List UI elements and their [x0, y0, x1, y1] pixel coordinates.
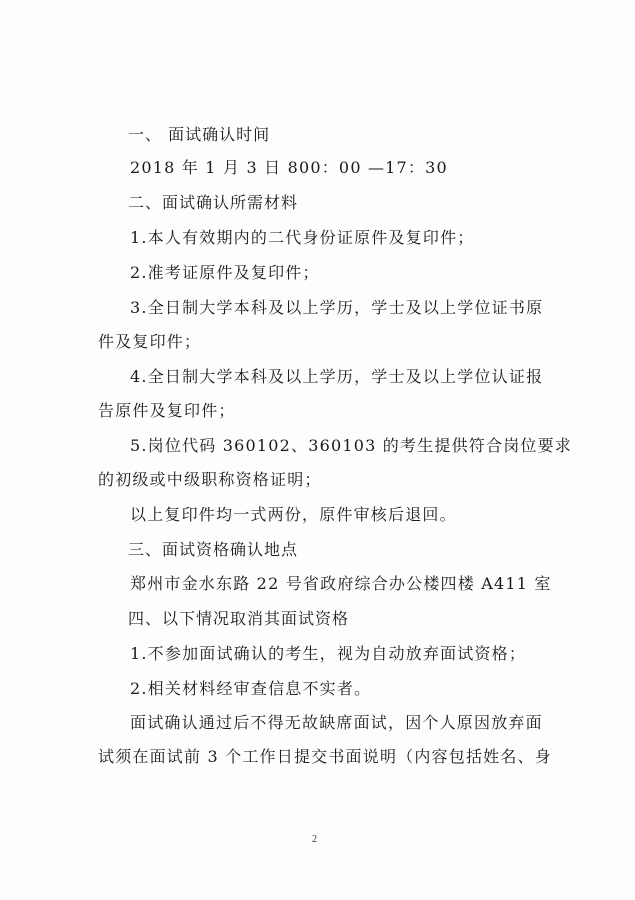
material-item-1: 1.本人有效期内的二代身份证原件及复印件； [130, 228, 475, 247]
confirmation-address: 郑州市金水东路 22 号省政府综合办公楼四楼 A411 室 [130, 574, 552, 593]
section-1-heading: 一、 面试确认时间 [128, 125, 271, 144]
section-3-heading: 三、面试资格确认地点 [128, 540, 299, 559]
absence-paragraph-line-1: 面试确认通过后不得无故缺席面试，因个人原因放弃面 [130, 713, 543, 732]
disqualification-item-2: 2.相关材料经审查信息不实者。 [130, 679, 372, 698]
disqualification-item-1: 1.不参加面试确认的考生，视为自动放弃面试资格； [130, 644, 527, 663]
material-item-3: 3.全日制大学本科及以上学历，学士及以上学位证书原 [130, 298, 544, 317]
interview-confirmation-time: 2018 年 1 月 3 日 800：00 —17：30 [130, 158, 448, 177]
material-item-3-continued: 件及复印件； [98, 332, 202, 351]
material-item-5-continued: 的初级或中级职称资格证明； [98, 470, 322, 489]
section-4-heading: 四、以下情况取消其面试资格 [128, 609, 350, 628]
material-item-4-continued: 告原件及复印件； [98, 401, 236, 420]
copies-note: 以上复印件均一式两份，原件审核后退回。 [130, 505, 457, 524]
material-item-2: 2.准考证原件及复印件； [130, 263, 320, 282]
absence-paragraph-line-2: 试须在面试前 3 个工作日提交书面说明（内容包括姓名、身 [98, 747, 552, 766]
material-item-4: 4.全日制大学本科及以上学历，学士及以上学位认证报 [130, 367, 544, 386]
section-2-heading: 二、面试确认所需材料 [128, 193, 299, 212]
material-item-5: 5.岗位代码 360102、360103 的考生提供符合岗位要求 [130, 436, 572, 455]
page-number: 2 [312, 834, 317, 845]
